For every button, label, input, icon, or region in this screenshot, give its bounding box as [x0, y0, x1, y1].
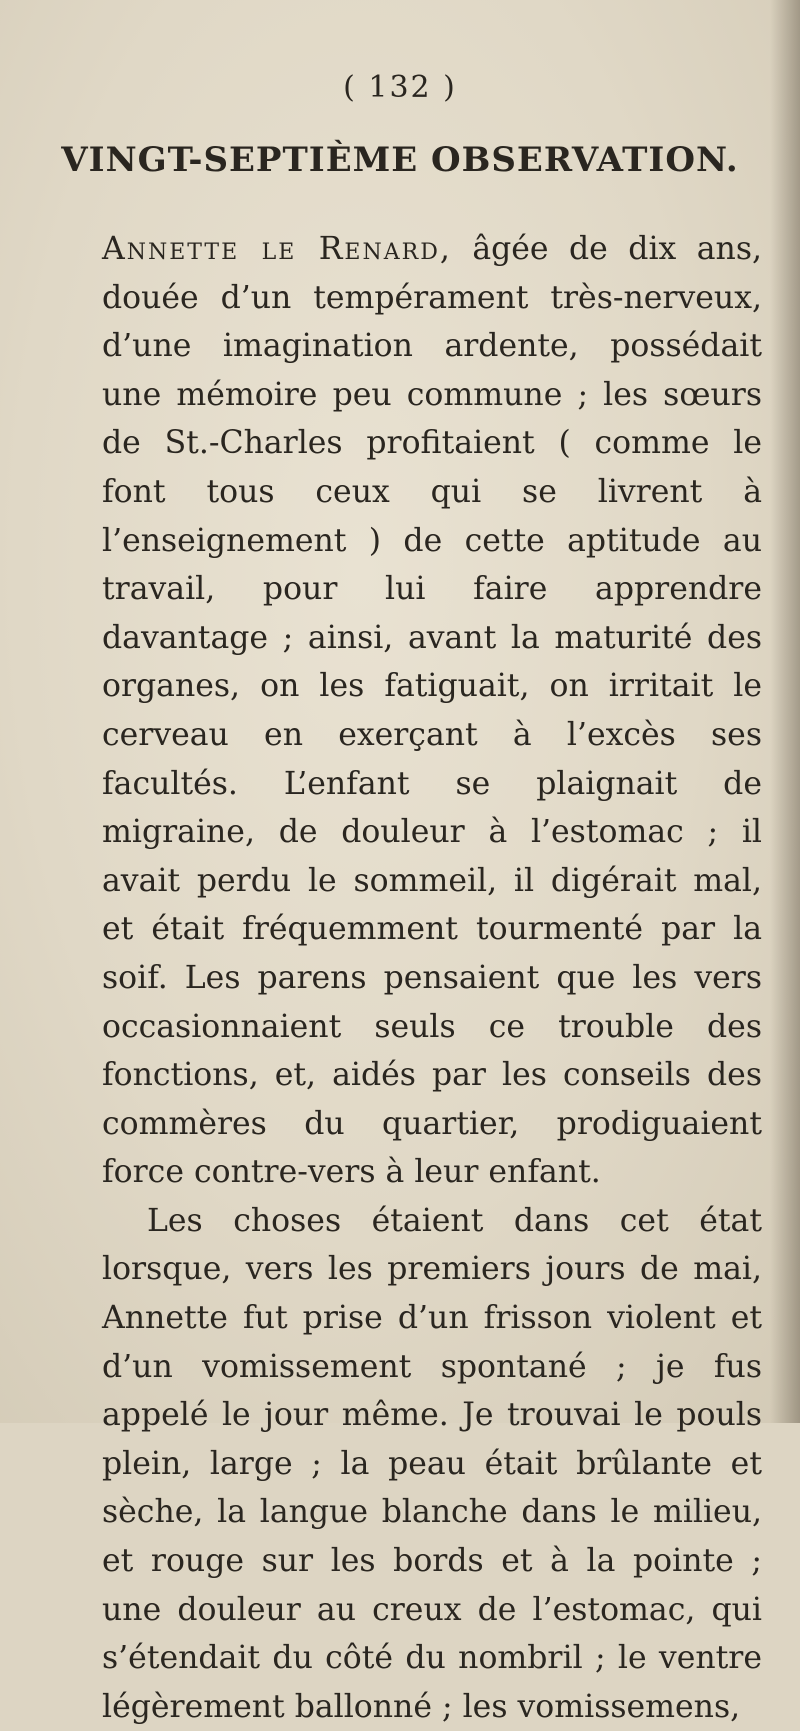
page-edge-shadow: [770, 0, 800, 1423]
paragraph-1-text: âgée de dix ans, douée d’un tempérament très-nerveux, d’une imagination ardente, possédait une mémoire peu commune ; les sœurs de St.-Charles profitaient ( comme le font tous ceux qui se livrent à l’enseignement ) de cette aptitude au travail, pour lui faire apprendre davantage ; ainsi, avant la maturité des organes, on les fatiguait, on irritait le cerveau en exerçant à l’excès ses facultés. L’enfant se plaignait de migraine, de douleur à l’estomac ; il avait perdu le sommeil, il digérait mal, et était fréquemment tourmenté par la soif. Les parens pensaient que les vers occasionnaient seuls ce trouble des fonctions, et, aidés par les conseils des commères du quartier, prodiguaient force contre-vers à leur enfant.: [102, 231, 762, 1191]
patient-name: Annette le Renard,: [102, 231, 452, 267]
body-text: [102, 225, 762, 1731]
paragraph-2: Les choses étaient dans cet état lorsque, vers les premiers jours de mai, Annette fut prise d’un frisson violent et d’un vomissement spontané ; je fus appelé le jour même. Je trouvai le pouls plein, large ; la peau était brûlante et sèche, la langue blanche dans le milieu, et rouge sur les bords et à la pointe ; une douleur au creux de l’estomac, qui s’étendait du côté du nombril ; le ventre légèrement ballonné ; les vomissemens,: [102, 1202, 762, 1725]
page-number: ( 132 ): [343, 70, 457, 105]
observation-heading: VINGT-SEPTIÈME OBSERVATION.: [61, 140, 739, 180]
paragraph-1: [102, 225, 762, 1197]
